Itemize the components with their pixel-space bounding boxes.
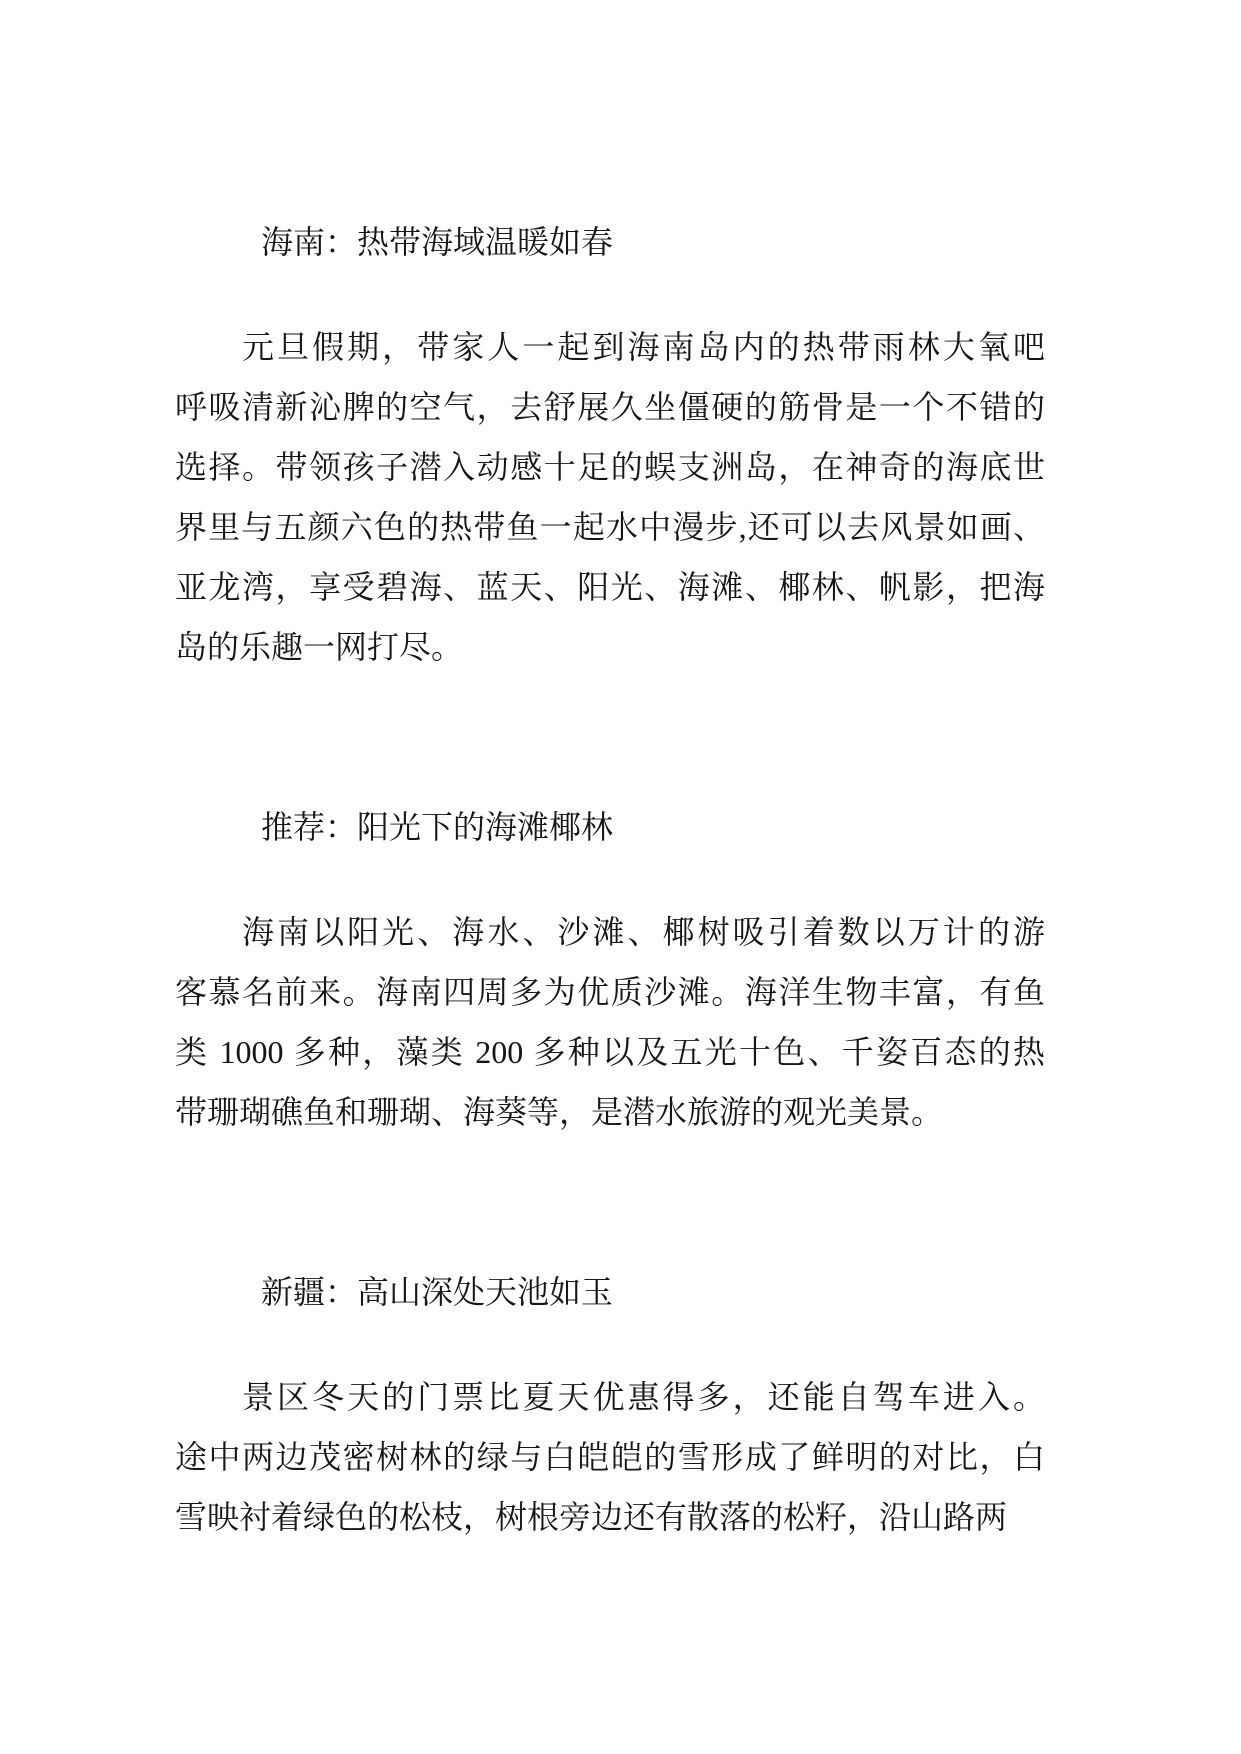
text-line: 带珊瑚礁鱼和珊瑚、海葵等，是潜水旅游的观光美景。 (175, 1094, 944, 1130)
text-line: 元旦假期，带家人一起到海南岛内的热带雨林大氧吧 (242, 329, 1045, 365)
text-line: 海南以阳光、海水、沙滩、椰树吸引着数以万计的游 (242, 914, 1045, 950)
text-line: 呼吸清新沁脾的空气，去舒展久坐僵硬的筋骨是一个不错的 (175, 389, 1045, 425)
heading-recommendation: 推荐：阳光下的海滩椰林 (261, 809, 614, 845)
text-line: 途中两边茂密树林的绿与白皑皑的雪形成了鲜明的对比，白 (175, 1439, 1045, 1475)
document-content (175, 212, 1045, 1547)
paragraph-hainan-beach (175, 902, 1045, 1142)
heading-hainan: 海南：热带海域温暖如春 (261, 224, 614, 260)
paragraph-xinjiang-intro (175, 1367, 1045, 1547)
text-line: 选择。带领孩子潜入动感十足的蜈支洲岛，在神奇的海底世 (175, 449, 1045, 485)
text-line: 岛的乐趣一网打尽。 (175, 629, 464, 665)
text-line: 景区冬天的门票比夏天优惠得多，还能自驾车进入。 (242, 1379, 1045, 1415)
text-line: 界里与五颜六色的热带鱼一起水中漫步,还可以去风景如画、 (175, 509, 1045, 545)
text-line: 类 1000 多种，藻类 200 多种以及五光十色、千姿百态的热 (175, 1034, 1045, 1070)
text-line: 客慕名前来。海南四周多为优质沙滩。海洋生物丰富，有鱼 (175, 974, 1045, 1010)
heading-xinjiang: 新疆：高山深处天池如玉 (261, 1274, 614, 1310)
text-line: 亚龙湾，享受碧海、蓝天、阳光、海滩、椰林、帆影，把海 (175, 569, 1045, 605)
text-line: 雪映衬着绿色的松枝，树根旁边还有散落的松籽，沿山路两 (175, 1499, 1008, 1535)
paragraph-hainan-intro (175, 317, 1045, 677)
